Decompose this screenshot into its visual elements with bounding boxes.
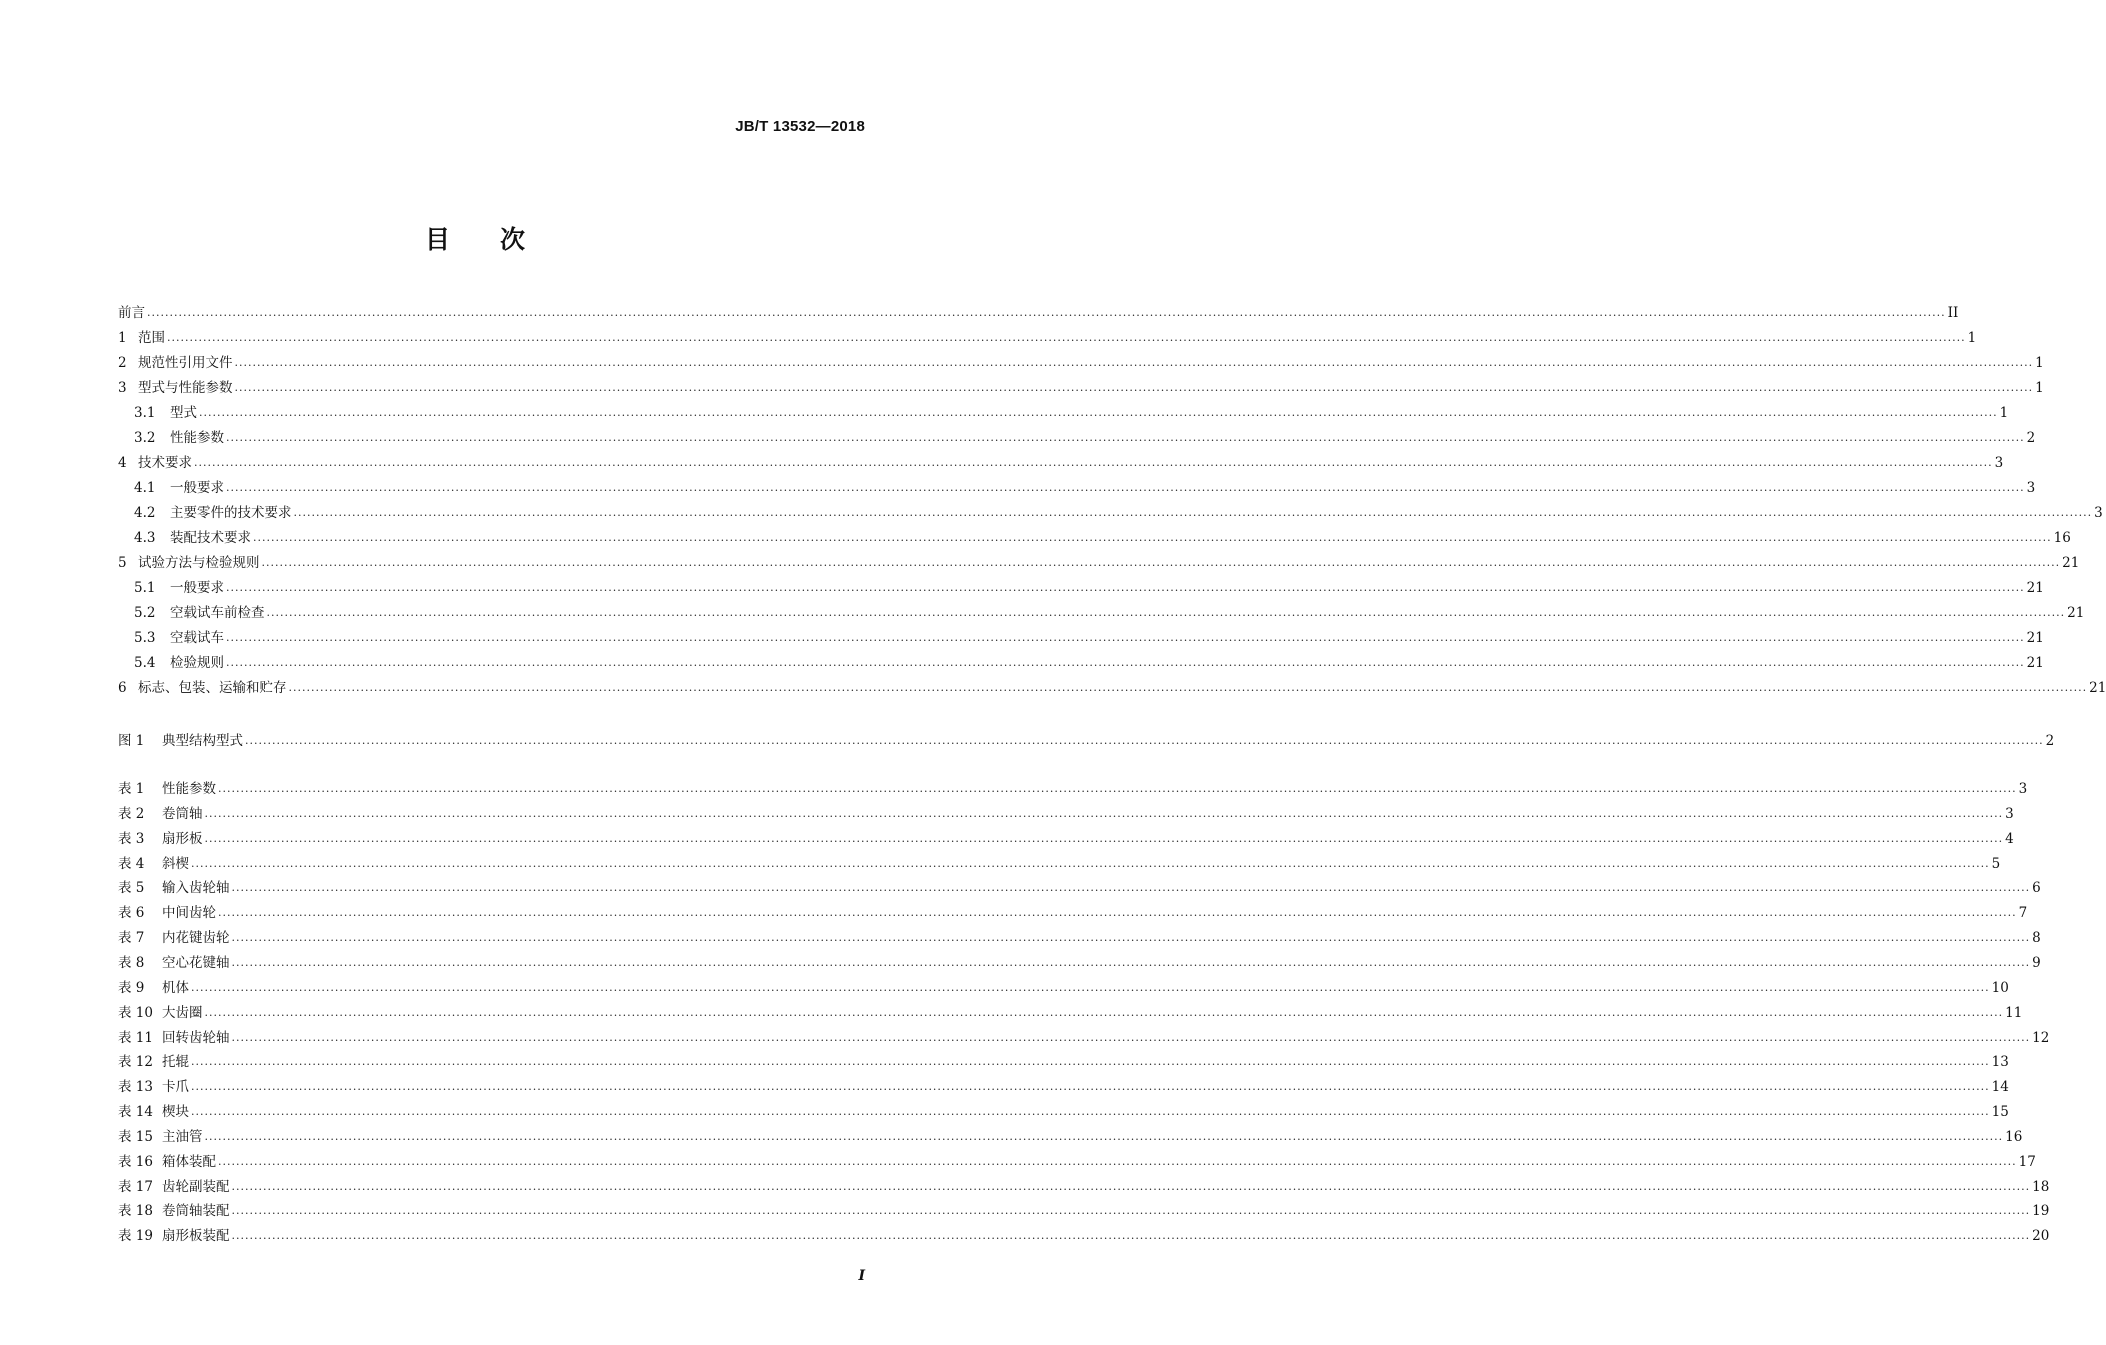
- toc-entry-title: 典型结构型式: [162, 733, 243, 749]
- toc-leader-dots: ................................................................................................................................................................................................................................................................................................................................................................................................................: [191, 856, 1990, 870]
- toc-table-entry[interactable]: [118, 1147, 2036, 1171]
- toc-entry-title: 卡爪: [162, 1079, 189, 1096]
- toc-entry-number: 表 9: [118, 979, 145, 996]
- toc-entry-title: 托辊: [162, 1054, 189, 1071]
- toc-entry-title: 前言: [118, 305, 145, 321]
- toc-leader-dots: ................................................................................................................................................................................................................................................................................................................................................................................................................: [226, 631, 2025, 644]
- toc-table-entry[interactable]: [118, 1196, 2050, 1220]
- toc-entry-page: 4: [2005, 830, 2014, 847]
- toc-entry-number: 表 12: [118, 1054, 153, 1071]
- toc-entry-number: 4.2: [134, 505, 156, 521]
- toc-leader-dots: ................................................................................................................................................................................................................................................................................................................................................................................................................: [218, 782, 2017, 795]
- toc-figure-entry[interactable]: [118, 726, 2055, 750]
- toc-entry-page: 14: [1991, 1079, 2009, 1096]
- toc-entry-title: 型式与性能参数: [138, 380, 233, 396]
- toc-entry-title: 一般要求: [170, 580, 224, 596]
- toc-section-entry[interactable]: [118, 323, 1977, 347]
- toc-entry-number: 3: [118, 380, 127, 396]
- toc-leader-dots: ................................................................................................................................................................................................................................................................................................................................................................................................................: [226, 581, 2025, 594]
- toc-entry-page: 1: [2035, 355, 2044, 371]
- toc-entry-title: 标志、包装、运输和贮存: [138, 680, 287, 696]
- toc-table-entry[interactable]: [118, 1221, 2050, 1245]
- toc-entry-page: 21: [2067, 605, 2085, 621]
- toc-section-entry[interactable]: [118, 448, 2004, 472]
- toc-entry-number: 5.4: [134, 655, 156, 671]
- standard-code: JB/T 13532—2018: [735, 118, 865, 135]
- toc-entry-number: 表 11: [118, 1029, 153, 1046]
- toc-subsection-entry[interactable]: [134, 423, 2036, 447]
- toc-table-entry[interactable]: [118, 948, 2041, 972]
- toc-entry-number: 表 2: [118, 805, 145, 822]
- toc-leader-dots: ................................................................................................................................................................................................................................................................................................................................................................................................................: [194, 456, 1993, 469]
- toc-entry-title: 技术要求: [138, 455, 192, 471]
- toc-entry-number: 5.3: [134, 630, 156, 646]
- toc-entry-number: 图 1: [118, 733, 145, 749]
- toc-entry-page: 13: [1991, 1054, 2009, 1071]
- toc-entry-title: 主油管: [162, 1128, 203, 1145]
- toc-entry-number: 4.1: [134, 480, 156, 496]
- toc-table-entry[interactable]: [118, 849, 2001, 873]
- toc-entry-number: 5.1: [134, 580, 156, 596]
- toc-entry-number: 4: [118, 455, 127, 471]
- toc-leader-dots: ................................................................................................................................................................................................................................................................................................................................................................................................................: [234, 381, 2034, 394]
- toc-leader-dots: ................................................................................................................................................................................................................................................................................................................................................................................................................: [191, 1105, 1990, 1119]
- toc-entry-title: 斜楔: [162, 855, 189, 872]
- toc-entry-title: 范围: [138, 330, 165, 346]
- toc-entry-number: 3.2: [134, 430, 156, 446]
- toc-entry-page: 21: [2062, 555, 2080, 571]
- toc-entry-number: 2: [118, 355, 127, 371]
- toc-entry-number: 表 4: [118, 855, 145, 872]
- toc-entry-title: 回转齿轮轴: [162, 1029, 230, 1046]
- toc-leader-dots: ................................................................................................................................................................................................................................................................................................................................................................................................................: [191, 1055, 1990, 1069]
- toc-entry-number: 3.1: [134, 405, 156, 421]
- toc-entry-page: 21: [2026, 580, 2044, 596]
- toc-entry-page: 6: [2032, 880, 2041, 897]
- toc-leader-dots: ................................................................................................................................................................................................................................................................................................................................................................................................................: [266, 606, 2066, 619]
- toc-leader-dots: ................................................................................................................................................................................................................................................................................................................................................................................................................: [226, 431, 2025, 444]
- toc-entry-title: 齿轮副装配: [162, 1178, 230, 1195]
- toc-subsection-entry[interactable]: [134, 473, 2036, 497]
- toc-entry-page: 21: [2026, 655, 2044, 671]
- toc-entry-page: 17: [2018, 1153, 2036, 1170]
- toc-leader-dots: ................................................................................................................................................................................................................................................................................................................................................................................................................: [204, 831, 2004, 845]
- toc-leader-dots: ................................................................................................................................................................................................................................................................................................................................................................................................................: [231, 1204, 2031, 1218]
- toc-leader-dots: ................................................................................................................................................................................................................................................................................................................................................................................................................: [231, 931, 2031, 945]
- toc-entry-page: 2: [2045, 733, 2055, 749]
- toc-leader-dots: ................................................................................................................................................................................................................................................................................................................................................................................................................: [191, 980, 1990, 994]
- toc-section-entry[interactable]: [118, 348, 2044, 372]
- toc-entry-title: 空载试车: [170, 630, 224, 646]
- toc-table-entry[interactable]: [118, 824, 2014, 848]
- toc-subsection-entry[interactable]: [134, 523, 2071, 547]
- toc-entry-number: 表 18: [118, 1203, 153, 1220]
- toc-leader-dots: ................................................................................................................................................................................................................................................................................................................................................................................................................: [261, 556, 2061, 569]
- toc-table-entry[interactable]: [118, 873, 2041, 897]
- toc-entry-page: 16: [2053, 530, 2071, 546]
- toc-entry-page: 18: [2032, 1178, 2050, 1195]
- toc-leader-dots: ................................................................................................................................................................................................................................................................................................................................................................................................................: [204, 1129, 2004, 1143]
- toc-entry-title: 性能参数: [170, 430, 224, 446]
- toc-entry-number: 5.2: [134, 605, 156, 621]
- toc-entry-title: 试验方法与检验规则: [138, 555, 260, 571]
- toc-entry-title: 箱体装配: [162, 1153, 216, 1170]
- toc-entry-page: 3: [2026, 480, 2036, 496]
- toc-leader-dots: ................................................................................................................................................................................................................................................................................................................................................................................................................: [226, 656, 2025, 669]
- toc-entry-number: 表 5: [118, 880, 145, 897]
- toc-table-entry[interactable]: [118, 898, 2028, 922]
- toc-table-entry[interactable]: [118, 1097, 2009, 1121]
- toc-section-entry[interactable]: [118, 373, 2044, 397]
- toc-subsection-entry[interactable]: [134, 498, 2103, 522]
- toc-entry-title: 空心花键轴: [162, 954, 230, 971]
- toc-entry-number: 表 17: [118, 1178, 153, 1195]
- toc-entry-page: 15: [1991, 1104, 2009, 1121]
- toc-subsection-entry[interactable]: [134, 598, 2085, 622]
- toc-entry-number: 表 14: [118, 1104, 153, 1121]
- toc-leader-dots: ................................................................................................................................................................................................................................................................................................................................................................................................................: [253, 531, 2052, 544]
- toc-entry-page: II: [1947, 305, 1959, 321]
- toc-entry-page: 3: [2018, 781, 2028, 797]
- toc-entry-page: 21: [2026, 630, 2044, 646]
- toc-entry-page: 16: [2005, 1128, 2023, 1145]
- toc-entry-number: 表 10: [118, 1004, 153, 1021]
- toc-entry-number: 5: [118, 555, 127, 571]
- toc-leader-dots: ................................................................................................................................................................................................................................................................................................................................................................................................................: [231, 955, 2031, 969]
- toc-leader-dots: ................................................................................................................................................................................................................................................................................................................................................................................................................: [191, 1080, 1990, 1094]
- toc-subsection-entry[interactable]: [134, 573, 2044, 597]
- toc-entry-title: 内花键齿轮: [162, 930, 230, 947]
- toc-leader-dots: ................................................................................................................................................................................................................................................................................................................................................................................................................: [199, 406, 1998, 419]
- toc-entry-number: 表 16: [118, 1153, 153, 1170]
- toc-entry-title: 性能参数: [162, 781, 216, 797]
- toc-entry-number: 4.3: [134, 530, 156, 546]
- toc-entry-page: 3: [2005, 805, 2014, 822]
- toc-section-entry[interactable]: [118, 548, 2080, 572]
- toc-entry-page: 7: [2018, 905, 2028, 922]
- toc-leader-dots: ................................................................................................................................................................................................................................................................................................................................................................................................................: [245, 734, 2044, 747]
- toc-table-entry[interactable]: [118, 799, 2014, 823]
- toc-table-entry[interactable]: [118, 1172, 2050, 1196]
- toc-entry-title: 规范性引用文件: [138, 355, 233, 371]
- toc-entry-number: 表 6: [118, 905, 145, 922]
- toc-entry-page: 10: [1991, 979, 2009, 996]
- toc-entry-number: 表 19: [118, 1228, 153, 1245]
- toc-entry-number: 6: [118, 680, 127, 696]
- toc-subsection-entry[interactable]: [134, 623, 2044, 647]
- toc-leader-dots: ................................................................................................................................................................................................................................................................................................................................................................................................................: [218, 906, 2017, 920]
- toc-entry-number: 1: [118, 330, 127, 346]
- toc-entry-page: 8: [2032, 930, 2041, 947]
- toc-table-entry[interactable]: [118, 1122, 2023, 1146]
- toc-entry-page: 3: [1994, 455, 2004, 471]
- toc-entry-title: 型式: [170, 405, 197, 421]
- toc-entry-number: 表 3: [118, 830, 145, 847]
- toc-entry-page: 5: [1991, 855, 2001, 872]
- toc-entry-number: 表 13: [118, 1079, 153, 1096]
- toc-table-entry[interactable]: [118, 1072, 2009, 1096]
- page-number: I: [858, 1268, 865, 1284]
- toc-entry-page: 21: [2089, 680, 2106, 696]
- toc-entry-page: 1: [1999, 405, 2009, 421]
- toc-table-entry[interactable]: [118, 1047, 2009, 1071]
- page-title: 目 次: [424, 225, 525, 254]
- toc-entry-title: 卷筒轴装配: [162, 1203, 230, 1220]
- toc-leader-dots: ................................................................................................................................................................................................................................................................................................................................................................................................................: [231, 1229, 2031, 1243]
- toc-leader-dots: ................................................................................................................................................................................................................................................................................................................................................................................................................: [226, 481, 2025, 494]
- toc-leader-dots: ................................................................................................................................................................................................................................................................................................................................................................................................................: [147, 306, 1946, 319]
- toc-entry-page: 3: [2094, 505, 2103, 521]
- toc-leader-dots: ................................................................................................................................................................................................................................................................................................................................................................................................................: [231, 1179, 2031, 1193]
- toc-entry-title: 装配技术要求: [170, 530, 251, 546]
- toc-table-entry[interactable]: [118, 774, 2028, 798]
- toc-entry-title: 检验规则: [170, 655, 224, 671]
- toc-leader-dots: ................................................................................................................................................................................................................................................................................................................................................................................................................: [218, 1154, 2017, 1168]
- toc-leader-dots: ................................................................................................................................................................................................................................................................................................................................................................................................................: [204, 1005, 2004, 1019]
- toc-subsection-entry[interactable]: [134, 648, 2044, 672]
- toc-entry-page: 20: [2032, 1228, 2050, 1245]
- toc-entry-page: 12: [2032, 1029, 2050, 1046]
- toc-leader-dots: ................................................................................................................................................................................................................................................................................................................................................................................................................: [231, 881, 2031, 895]
- toc-entry-number: 表 8: [118, 954, 145, 971]
- toc-leader-dots: ................................................................................................................................................................................................................................................................................................................................................................................................................: [234, 356, 2034, 369]
- toc-entry-title: 楔块: [162, 1104, 189, 1121]
- toc-section-entry[interactable]: [118, 673, 2106, 697]
- toc-entry-number: 表 15: [118, 1128, 153, 1145]
- toc-entry-page: 1: [2035, 380, 2044, 396]
- toc-table-entry[interactable]: [118, 1023, 2050, 1047]
- toc-table-entry[interactable]: [118, 973, 2009, 997]
- toc-entry-title: 空载试车前检查: [170, 605, 265, 621]
- toc-entry-number: 表 7: [118, 930, 145, 947]
- toc-section-entry[interactable]: [118, 298, 1959, 322]
- toc-table-entry[interactable]: [118, 923, 2041, 947]
- toc-table-entry[interactable]: [118, 998, 2023, 1022]
- toc-entry-title: 大齿圈: [162, 1004, 203, 1021]
- toc-leader-dots: ................................................................................................................................................................................................................................................................................................................................................................................................................: [293, 506, 2093, 519]
- toc-entry-title: 机体: [162, 979, 189, 996]
- toc-entry-title: 主要零件的技术要求: [170, 505, 292, 521]
- toc-leader-dots: ................................................................................................................................................................................................................................................................................................................................................................................................................: [288, 681, 2088, 694]
- toc-leader-dots: ................................................................................................................................................................................................................................................................................................................................................................................................................: [204, 806, 2004, 820]
- toc-subsection-entry[interactable]: [134, 398, 2009, 422]
- toc-leader-dots: ................................................................................................................................................................................................................................................................................................................................................................................................................: [167, 331, 1966, 344]
- toc-entry-title: 扇形板装配: [162, 1228, 230, 1245]
- toc-entry-page: 19: [2032, 1203, 2050, 1220]
- toc-entry-number: 表 1: [118, 781, 145, 797]
- toc-entry-title: 卷筒轴: [162, 805, 203, 822]
- toc-entry-page: 9: [2032, 954, 2041, 971]
- toc-entry-title: 扇形板: [162, 830, 203, 847]
- toc-entry-title: 一般要求: [170, 480, 224, 496]
- toc-entry-title: 中间齿轮: [162, 905, 216, 922]
- toc-entry-page: 11: [2005, 1004, 2023, 1021]
- toc-entry-page: 2: [2026, 430, 2036, 446]
- toc-entry-title: 输入齿轮轴: [162, 880, 230, 897]
- toc-entry-page: 1: [1967, 330, 1977, 346]
- toc-leader-dots: ................................................................................................................................................................................................................................................................................................................................................................................................................: [231, 1030, 2031, 1044]
